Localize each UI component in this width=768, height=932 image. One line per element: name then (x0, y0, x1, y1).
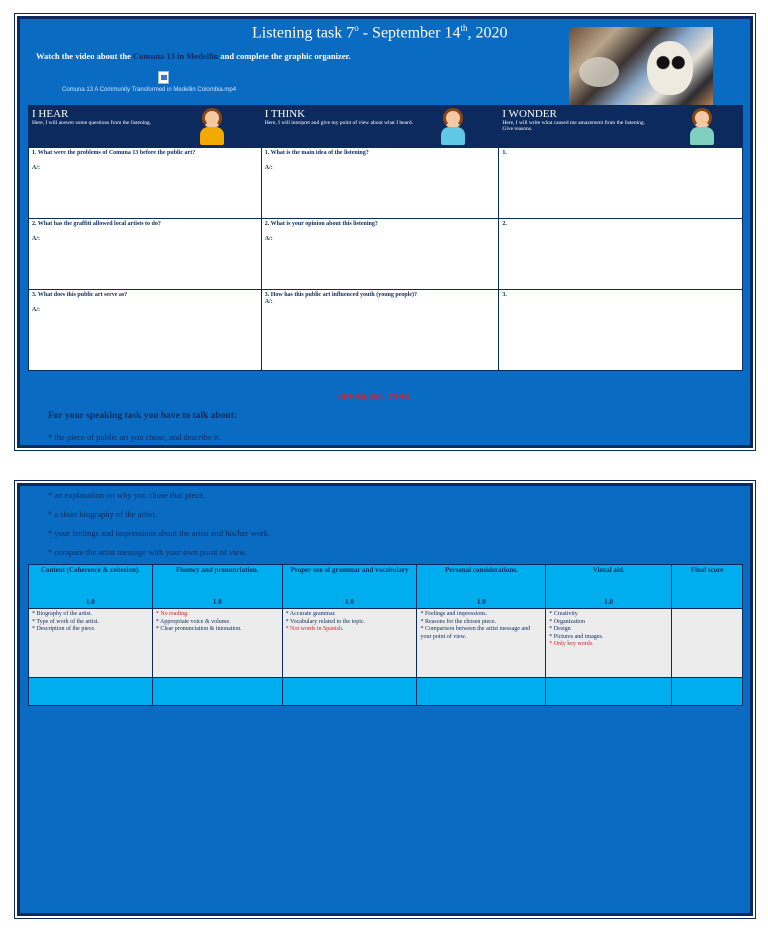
graffiti-photo (569, 27, 713, 109)
header-i-wonder: I WONDER Here, I will write what caused me amazement from the listening. Give reasons. (499, 106, 743, 148)
header-i-hear: I HEAR Here, I will answer some questions from the listening. (29, 106, 262, 148)
speaking-rubric (28, 564, 743, 706)
comuna-link[interactable]: Comuna 13 in Medellin (133, 51, 219, 61)
speaking-bullet: * an explanation on why you chose that piece. (48, 490, 205, 500)
score-cell-fluency[interactable] (152, 678, 282, 706)
criteria-visual: * Creativity * Organization * Design * Pictures and images. * Only key words. (546, 609, 672, 678)
header-i-think: I THINK Here, I will interpret and give my point of view about what I heard. (261, 106, 499, 148)
speaking-bullet: * a short biography of the artist. (48, 509, 157, 519)
instruction-text: Watch the video about the Comuna 13 in Medellin and complete the graphic organizer. (36, 51, 351, 61)
video-file-icon[interactable] (158, 71, 169, 84)
criteria-final (672, 609, 743, 678)
think-cell-1[interactable]: 1. What is the main idea of the listening? A/: (261, 148, 499, 219)
speaking-task-title: SPEAKING TASK (338, 392, 411, 402)
score-cell-final[interactable] (672, 678, 743, 706)
rubric-header-grammar: Proper use of grammar and vocabulary 1.0 (282, 565, 417, 609)
speaking-bullet: * the piece of public art you chose, and describe it. (48, 432, 221, 442)
criteria-fluency: * No reading. * Appropriate voice & volume. * Clear pronunciation & intonation. (152, 609, 282, 678)
wonder-cell-2[interactable]: 2. (499, 219, 743, 290)
score-cell-grammar[interactable] (282, 678, 417, 706)
rubric-header-visual: Visual aid. 1.0 (546, 565, 672, 609)
girl-lightbulb-icon (438, 108, 468, 148)
score-cell-personal[interactable] (417, 678, 546, 706)
listening-task-page (17, 16, 753, 448)
score-cell-content[interactable] (29, 678, 153, 706)
speaking-bullet: * compare the artist message with your own point of view. (48, 547, 247, 557)
rubric-header-fluency: Fluency and pronunciation. 1.0 (152, 565, 282, 609)
rubric-header-content: Content (Coherence & cohesion). 1.0 (29, 565, 153, 609)
wonder-cell-1[interactable]: 1. (499, 148, 743, 219)
speaking-intro: For your speaking task you have to talk about: (48, 411, 238, 421)
think-cell-2[interactable]: 2. What is your opinion about this listening? A/: (261, 219, 499, 290)
page-title: Listening task 7$^o$ - September 14th, 2020 (252, 23, 508, 42)
speaking-bullet: * your feelings and impressions about the artist and his/her work. (48, 528, 271, 538)
hear-cell-3[interactable]: 3. What does this public art serve as? A/: (29, 290, 262, 371)
girl-question-icon (687, 108, 717, 148)
criteria-content: * Biography of the artist. * Type of work of the artist. * Description of the piece. (29, 609, 153, 678)
video-file-name[interactable]: Comuna 13 A Community Transformed in Medellin Colombia.mp4 (62, 87, 237, 93)
think-cell-3[interactable]: 3. How has this public art influenced youth (young people)? A/: (261, 290, 499, 371)
rubric-header-final: Final score (672, 565, 743, 609)
graphic-organizer (28, 105, 743, 371)
criteria-grammar: * Accurate grammar. * Vocabulary related to the topic. * Not words in Spanish. (282, 609, 417, 678)
rubric-header-personal: Personal considerations. 1.0 (417, 565, 546, 609)
hear-cell-1[interactable]: 1. What were the problems of Comuna 13 before the public art? A/: (29, 148, 262, 219)
girl-headphones-icon (197, 108, 227, 148)
score-cell-visual[interactable] (546, 678, 672, 706)
hear-cell-2[interactable]: 2. What has the graffiti allowed local artists to do? A/: (29, 219, 262, 290)
speaking-task-page (17, 483, 753, 916)
criteria-personal: * Feelings and impressions. * Reasons for the chosen piece. * Comparison between the artist message and your point of view. (417, 609, 546, 678)
wonder-cell-3[interactable]: 3. (499, 290, 743, 371)
